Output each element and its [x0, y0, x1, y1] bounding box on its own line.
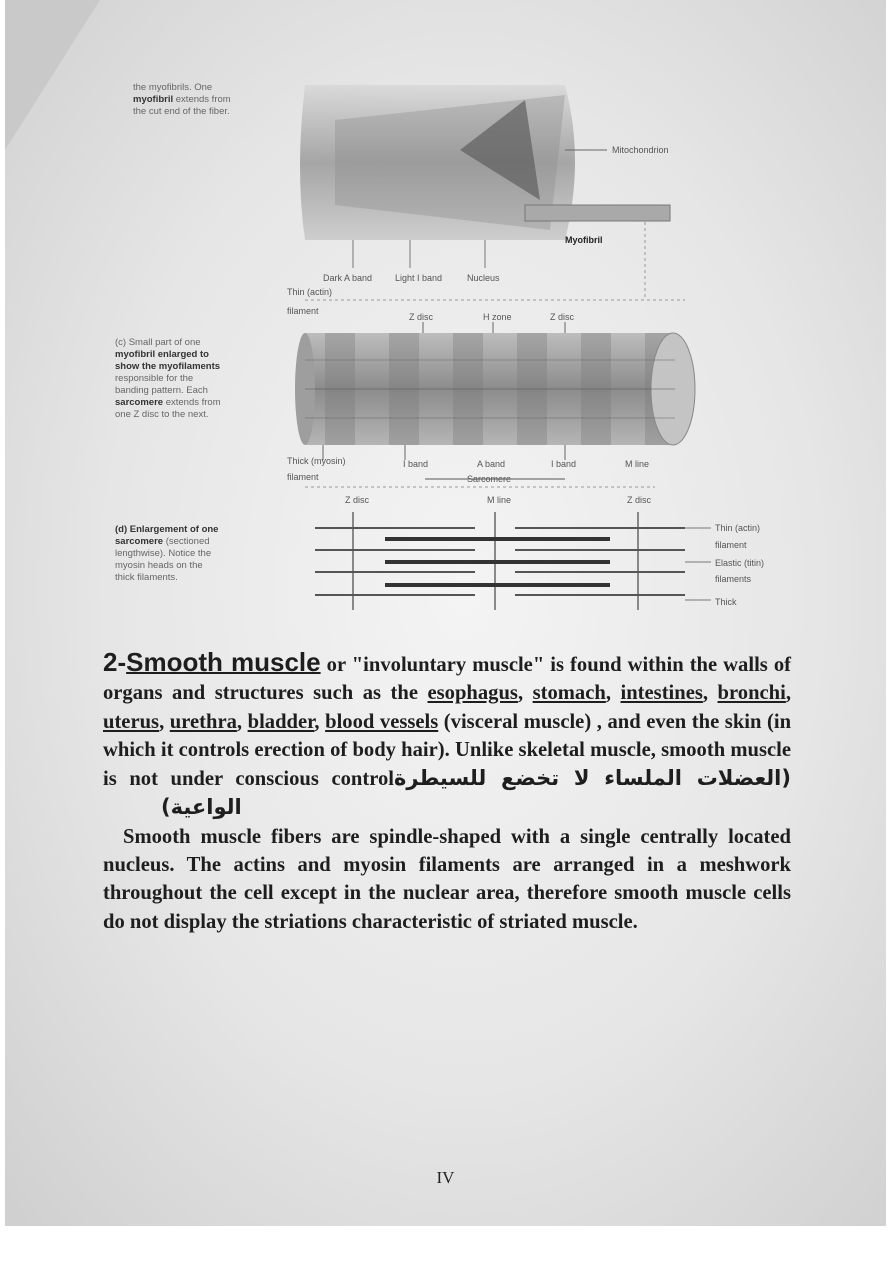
label-right-elastic-1: Elastic (titin) [715, 558, 765, 568]
label-right-thin-2: filament [715, 540, 747, 550]
label-light-i-band: Light I band [395, 273, 443, 283]
term-uterus: uterus [103, 710, 160, 733]
caption-top: the myofibrils. One myofibril extends from the cut end of the fiber. [133, 82, 231, 117]
label-z-disc-left: Z disc [409, 312, 434, 322]
term-urethra: urethra [169, 710, 237, 733]
caption-c: (c) Small part of one myofibril enlarged to show the myofilaments responsible for the banding pattern. Each sarcomere extends from one Z disc to the next. [115, 337, 221, 420]
label-m-line-d: M line [487, 495, 512, 505]
paragraph-smooth-muscle-intro: 2-Smooth muscle or "involuntary muscle" is found within the walls of organs and structures such as the esophagus, stomach, intestines, bronchi, uterus, urethra, bladder, blood vessels (visceral muscle) , and even the skin (in which it controls erection of body hair). Unlike skeletal muscle, smooth muscle is not under conscious control(العضلات الملساء لا تخضع للسيطرة الواعية) [103, 647, 792, 820]
label-thick-filament-1: Thick (myosin) [287, 456, 346, 466]
label-i-band-left: I band [403, 459, 429, 469]
label-i-band-right: I band [551, 459, 577, 469]
label-thin-filament-2: filament [287, 306, 319, 316]
term-stomach: stomach [532, 682, 606, 705]
label-right-thin-1: Thin (actin) [715, 523, 761, 533]
label-m-line-c: M line [625, 459, 650, 469]
label-nucleus: Nucleus [467, 273, 500, 283]
label-thin-filament-1: Thin (actin) [287, 287, 333, 297]
document-page [5, 0, 886, 1226]
label-h-zone: H zone [483, 312, 512, 322]
section-heading: 2-Smooth muscle [103, 647, 321, 677]
label-sarcomere: Sarcomere [467, 474, 512, 484]
arabic-translation: (العضلات الملساء لا تخضع للسيطرة الواعية) [161, 766, 791, 820]
label-mitochondrion: Mitochondrion [612, 145, 669, 155]
muscle-fiber-illustration [300, 85, 685, 300]
label-z-disc-right: Z disc [550, 312, 575, 322]
label-z-disc-d-right: Z disc [627, 495, 652, 505]
label-right-elastic-2: filaments [715, 574, 752, 584]
caption-d: (d) Enlargement of one sarcomere (sectioned lengthwise). Notice the myosin heads on the thick filaments. [115, 524, 219, 583]
sarcomere-illustration [315, 512, 711, 610]
term-bronchi: bronchi [717, 682, 786, 705]
label-a-band: A band [477, 459, 506, 469]
term-bladder: bladder [247, 710, 315, 733]
body-text [103, 648, 791, 936]
label-right-thick: Thick [715, 597, 737, 607]
muscle-structure-figure [5, 0, 886, 620]
term-blood-vessels: blood vessels [325, 710, 439, 733]
label-z-disc-d-left: Z disc [345, 495, 370, 505]
label-thick-filament-2: filament [287, 472, 319, 482]
page-number: IV [436, 1168, 455, 1187]
label-dark-a-band: Dark A band [323, 273, 373, 283]
label-myofibril: Myofibril [565, 235, 603, 245]
term-intestines: intestines [620, 682, 703, 705]
paragraph-smooth-muscle-fibers: Smooth muscle fibers are spindle-shaped with a single centrally located nucleus. The actins and myosin filaments are arranged in a meshwork throughout the cell except in the nuclear area, therefore smooth muscle cells do not display the striations characteristic of striated muscle. [103, 825, 791, 933]
term-esophagus: esophagus [427, 682, 518, 705]
